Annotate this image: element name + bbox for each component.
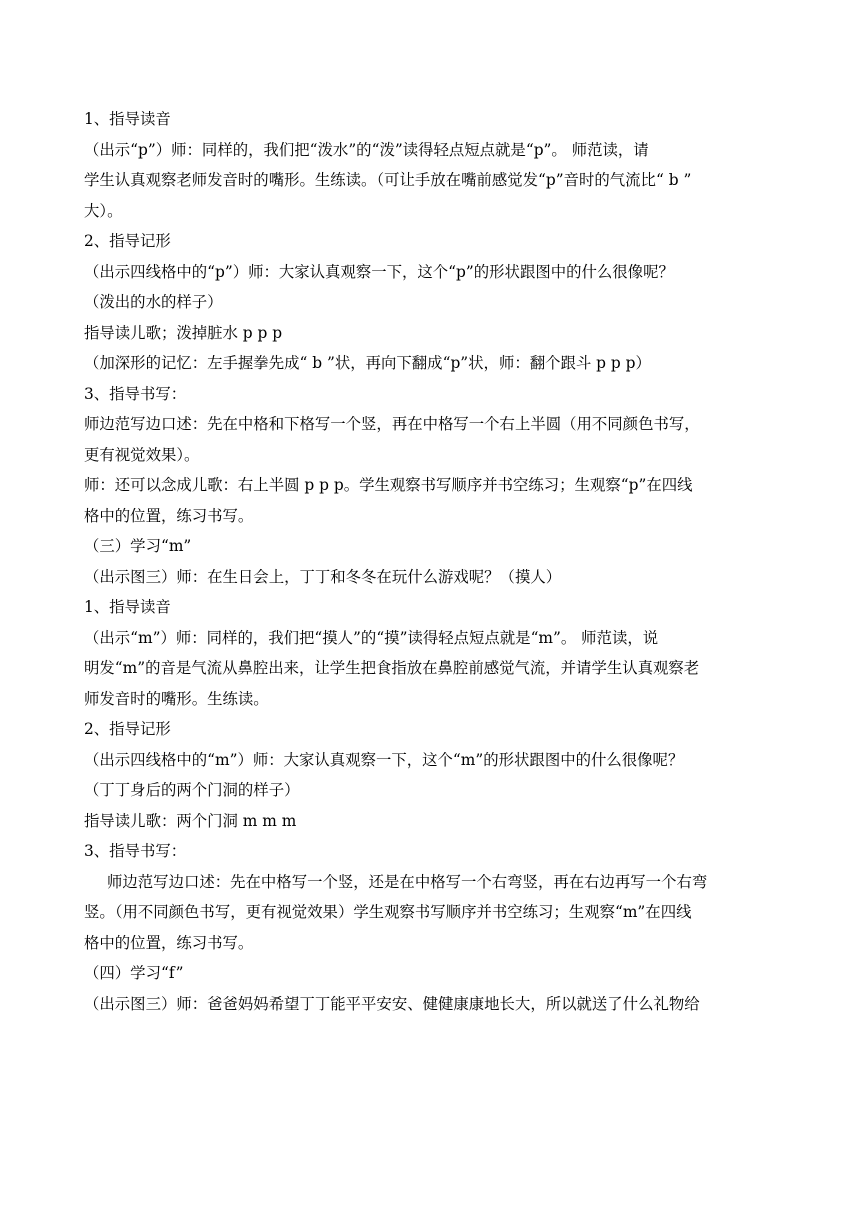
text-line: 格中的位置，练习书写。 bbox=[84, 933, 254, 952]
text-line: 2、指导记形 bbox=[84, 720, 171, 738]
text-line: （出示图三）师：在生日会上，丁丁和冬冬在玩什么游戏呢？（摸人） bbox=[84, 567, 562, 586]
text-line: 明发“m”的音是气流从鼻腔出来，让学生把食指放在鼻腔前感觉气流，并请学生认真观察老 bbox=[84, 659, 700, 677]
text-line: 3、指导书写： bbox=[84, 384, 187, 403]
text-line: （三）学习“m” bbox=[84, 537, 192, 555]
text-line: 师边范写边口述：先在中格和下格写一个竖，再在中格写一个右上半圆（用不同颜色书写， bbox=[84, 415, 700, 433]
text-line: （加深形的记忆：左手握拳先成“ b ”状，再向下翻成“p”状，师：翻个跟斗 p p p） bbox=[84, 354, 651, 372]
text-line: 学生认真观察老师发音时的嘴形。生练读。（可让手放在嘴前感觉发“p”音时的气流比“ b ” bbox=[84, 171, 692, 189]
text-line: （四）学习“f” bbox=[84, 964, 184, 982]
text-line: 大）。 bbox=[84, 201, 123, 220]
text-line: （丁丁身后的两个门洞的样子） bbox=[84, 781, 300, 799]
text-line: （出示四线格中的“m”）师：大家认真观察一下，这个“m”的形状跟图中的什么很像呢？ bbox=[84, 750, 684, 769]
text-line: 1、指导读音 bbox=[84, 598, 171, 616]
text-line: 格中的位置，练习书写。 bbox=[84, 506, 254, 525]
text-line: 更有视觉效果）。 bbox=[84, 445, 200, 464]
text-line: （出示“p”）师：同样的，我们把“泼水”的“泼”读得轻点短点就是“p”。 师范读，请 bbox=[84, 140, 649, 159]
text-line: 竖。（用不同颜色书写，更有视觉效果）学生观察书写顺序并书空练习；生观察“m”在四线 bbox=[84, 903, 692, 921]
text-line: 师：还可以念成儿歌：右上半圆 p p p。学生观察书写顺序并书空练习；生观察“p”在四线 bbox=[84, 476, 693, 494]
text-line: （出示四线格中的“p”）师：大家认真观察一下，这个“p”的形状跟图中的什么很像呢？ bbox=[84, 262, 674, 281]
document-body bbox=[84, 104, 784, 1019]
text-line: 指导读儿歌；泼掉脏水 p p p bbox=[84, 323, 283, 342]
text-line: 指导读儿歌：两个门洞 m m m bbox=[84, 811, 297, 830]
text-line: 1、指导读音 bbox=[84, 110, 171, 128]
text-line: 2、指导记形 bbox=[84, 232, 171, 250]
text-line: 师边范写边口述：先在中格写一个竖，还是在中格写一个右弯竖，再在右边再写一个右弯 bbox=[107, 872, 708, 891]
text-line: （泼出的水的样子） bbox=[84, 293, 223, 311]
text-line: （出示图三）师：爸爸妈妈希望丁丁能平平安安、健健康康地长大，所以就送了什么礼物给 bbox=[84, 994, 700, 1013]
text-line: （出示“m”）师：同样的，我们把“摸人”的“摸”读得轻点短点就是“m”。 师范读，说 bbox=[84, 628, 659, 647]
text-line: 师发音时的嘴形。生练读。 bbox=[84, 689, 269, 708]
text-line: 3、指导书写： bbox=[84, 842, 187, 860]
